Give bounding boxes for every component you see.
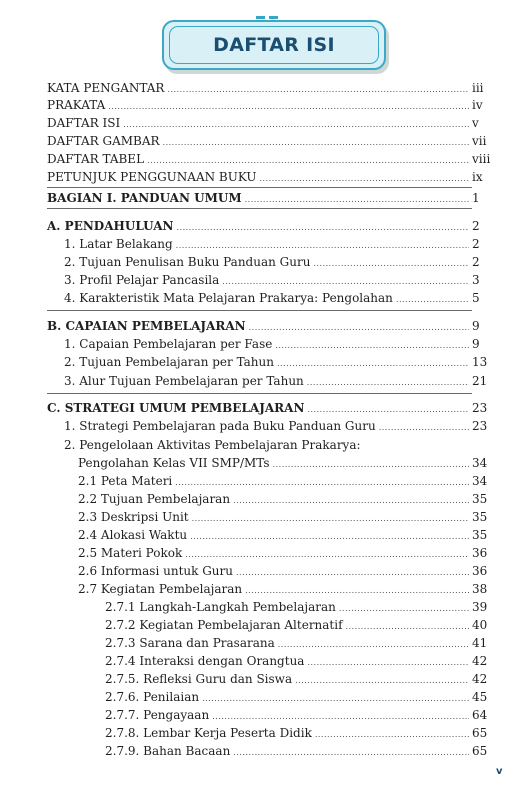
toc-entry[interactable]: 2.3 Deskripsi Unit ..... 35 bbox=[78, 509, 494, 526]
toc-entry[interactable]: 1. Strategi Pembelajaran pada Buku Panduan Guru ..... 23 bbox=[64, 418, 494, 435]
toc-entry[interactable]: 3. Profil Pelajar Pancasila ..... 3 bbox=[64, 272, 494, 289]
page-title: DAFTAR ISI bbox=[213, 34, 335, 56]
toc-entry[interactable]: PETUNJUK PENGGUNAAN BUKU ..... ix bbox=[47, 169, 494, 186]
toc-entry[interactable]: 2.7.8. Lembar Kerja Peserta Didik ..... 65 bbox=[105, 725, 494, 742]
toc-entry[interactable]: PRAKATA ..... iv bbox=[47, 97, 494, 114]
toc-entry[interactable]: 2. Tujuan Penulisan Buku Panduan Guru ..... 2 bbox=[64, 254, 494, 271]
toc-entry[interactable]: 2.7.9. Bahan Bacaan ..... 65 bbox=[105, 743, 494, 760]
toc-entry[interactable]: DAFTAR TABEL ..... viii bbox=[47, 151, 494, 168]
toc-section-heading[interactable]: A. PENDAHULUAN ..... 2 bbox=[47, 218, 494, 235]
page-number: v bbox=[496, 766, 503, 777]
toc-entry[interactable]: KATA PENGANTAR ..... iii bbox=[47, 80, 494, 97]
toc-entry[interactable]: 2.4 Alokasi Waktu ..... 35 bbox=[78, 527, 494, 544]
toc-entry[interactable]: 2.2 Tujuan Pembelajaran ..... 35 bbox=[78, 491, 494, 508]
toc-entry[interactable]: 2.1 Peta Materi ..... 34 bbox=[78, 473, 494, 490]
header-decoration bbox=[256, 16, 286, 19]
toc-entry[interactable]: 2.7.5. Refleksi Guru dan Siswa ..... 42 bbox=[105, 671, 494, 688]
toc-entry[interactable]: 1. Latar Belakang ..... 2 bbox=[64, 236, 494, 253]
toc-entry[interactable]: 2.7.7. Pengayaan ..... 64 bbox=[105, 707, 494, 724]
toc-entry[interactable]: 2.7 Kegiatan Pembelajaran ..... 38 bbox=[78, 581, 494, 598]
toc-entry[interactable]: 2.7.4 Interaksi dengan Orangtua ..... 42 bbox=[105, 653, 494, 670]
toc-entry[interactable]: 2.7.3 Sarana dan Prasarana ..... 41 bbox=[105, 635, 494, 652]
divider bbox=[47, 187, 472, 188]
toc-section-heading[interactable]: C. STRATEGI UMUM PEMBELAJARAN ..... 23 bbox=[47, 400, 494, 417]
divider bbox=[47, 208, 472, 209]
toc-entry[interactable]: Pengolahan Kelas VII SMP/MTs ..... 34 bbox=[78, 455, 494, 472]
toc-entry[interactable]: DAFTAR GAMBAR ..... vii bbox=[47, 133, 494, 150]
toc-part-heading[interactable]: BAGIAN I. PANDUAN UMUM ..... 1 bbox=[47, 190, 494, 207]
toc-entry[interactable]: 2. Pengelolaan Aktivitas Pembelajaran Prakarya: bbox=[64, 438, 361, 452]
toc-entry[interactable]: 2.5 Materi Pokok ..... 36 bbox=[78, 545, 494, 562]
toc-entry[interactable]: 2.7.6. Penilaian ..... 45 bbox=[105, 689, 494, 706]
toc-entry[interactable]: 4. Karakteristik Mata Pelajaran Prakarya: Pengolahan ..... 5 bbox=[64, 290, 494, 307]
divider bbox=[47, 393, 472, 394]
toc-entry[interactable]: 2.6 Informasi untuk Guru ..... 36 bbox=[78, 563, 494, 580]
toc-entry[interactable]: 1. Capaian Pembelajaran per Fase ..... 9 bbox=[64, 336, 494, 353]
title-banner bbox=[162, 20, 386, 70]
toc-entry[interactable]: 3. Alur Tujuan Pembelajaran per Tahun ..... 21 bbox=[64, 373, 494, 390]
toc-entry[interactable]: DAFTAR ISI ..... v bbox=[47, 115, 494, 132]
toc-section-heading[interactable]: B. CAPAIAN PEMBELAJARAN ..... 9 bbox=[47, 318, 494, 335]
toc-entry[interactable]: 2.7.1 Langkah-Langkah Pembelajaran ..... 39 bbox=[105, 599, 494, 616]
toc-entry[interactable]: 2.7.2 Kegiatan Pembelajaran Alternatif ..... 40 bbox=[105, 617, 494, 634]
toc-entry[interactable]: 2. Tujuan Pembelajaran per Tahun ..... 13 bbox=[64, 354, 494, 371]
divider bbox=[47, 310, 472, 311]
